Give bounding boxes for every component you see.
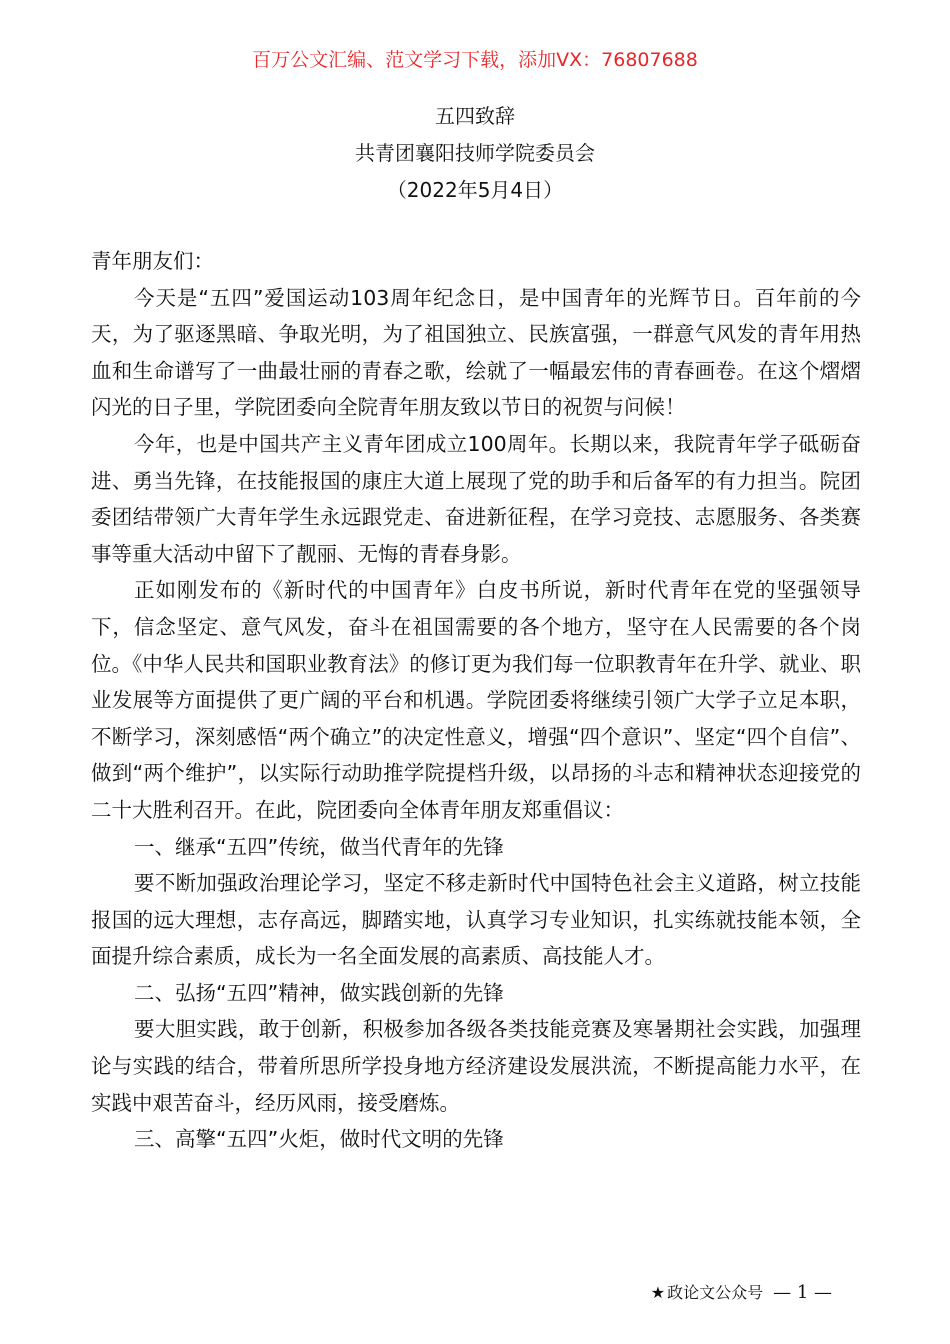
section-heading: 二、弘扬“五四”精神，做实践创新的先锋 <box>134 980 504 1005</box>
page-footer <box>651 1282 832 1304</box>
page-title: 五四致辞 <box>435 104 515 128</box>
speech-date: （2022年5月4日） <box>386 178 564 202</box>
paragraph: 今天是“五四”爱国运动103周年纪念日，是中国青年的光辉节日。百年前的今天，为了驱逐黑暗、争取光明，为了祖国独立、民族富强，一群意气风发的青年用热血和生命谱写了一曲最壮丽的青春之歌，绘就了一幅最宏伟的青春画卷。在这个熠熠闪光的日子里，学院团委向全院青年朋友致以节日的祝贺与问候！ <box>91 285 861 420</box>
section-heading: 三、高擎“五四”火炬，做时代文明的先锋 <box>134 1127 504 1152</box>
section-heading: 一、继承“五四”传统，做当代青年的先锋 <box>134 834 504 859</box>
star-icon: ★ <box>650 1283 666 1302</box>
greeting: 青年朋友们： <box>91 249 214 273</box>
title-block <box>0 98 950 209</box>
organization-name: 共青团襄阳技师学院委员会 <box>355 141 595 165</box>
paragraph: 要不断加强政治理论学习，坚定不移走新时代中国特色社会主义道路，树立技能报国的远大理想，志存高远，脚踏实地，认真学习专业知识，扎实练就技能本领，全面提升综合素质，成长为一名全面发展的高素质、高技能人才。 <box>91 871 861 969</box>
paragraph: 今年，也是中国共产主义青年团成立100周年。长期以来，我院青年学子砥砺奋进、勇当先锋，在技能报国的康庄大道上展现了党的助手和后备军的有力担当。院团委团结带领广大青年学生永远跟党走、奋进新征程，在学习竞技、志愿服务、各类赛事等重大活动中留下了靓丽、无悔的青春身影。 <box>91 431 861 566</box>
paragraph: 要大胆实践，敢于创新，积极参加各级各类技能竞赛及寒暑期社会实践，加强理论与实践的结合，带着所思所学投身地方经济建设发展洪流，不断提高能力水平，在实践中艰苦奋斗，经历风雨，接受磨炼。 <box>91 1017 861 1115</box>
page-number: — 1 — <box>773 1282 832 1303</box>
footer-source: 政论文公众号 <box>667 1283 764 1302</box>
document-body <box>91 243 861 1158</box>
paragraph: 正如刚发布的《新时代的中国青年》白皮书所说，新时代青年在党的坚强领导下，信念坚定、意气风发，奋斗在祖国需要的各个地方，坚守在人民需要的各个岗位。《中华人民共和国职业教育法》的修订更为我们每一位职教青年在升学、就业、职业发展等方面提供了更广阔的平台和机遇。学院团委将继续引领广大学子立足本职，不断学习，深刻感悟“两个确立”的决定性意义，增强“四个意识”、坚定“四个自信”、做到“两个维护”，以实际行动助推学院提档升级，以昂扬的斗志和精神状态迎接党的二十大胜利召开。在此，院团委向全体青年朋友郑重倡议： <box>91 578 861 822</box>
watermark-banner: 百万公文汇编、范文学习下载，添加VX：76807688 <box>252 49 698 71</box>
